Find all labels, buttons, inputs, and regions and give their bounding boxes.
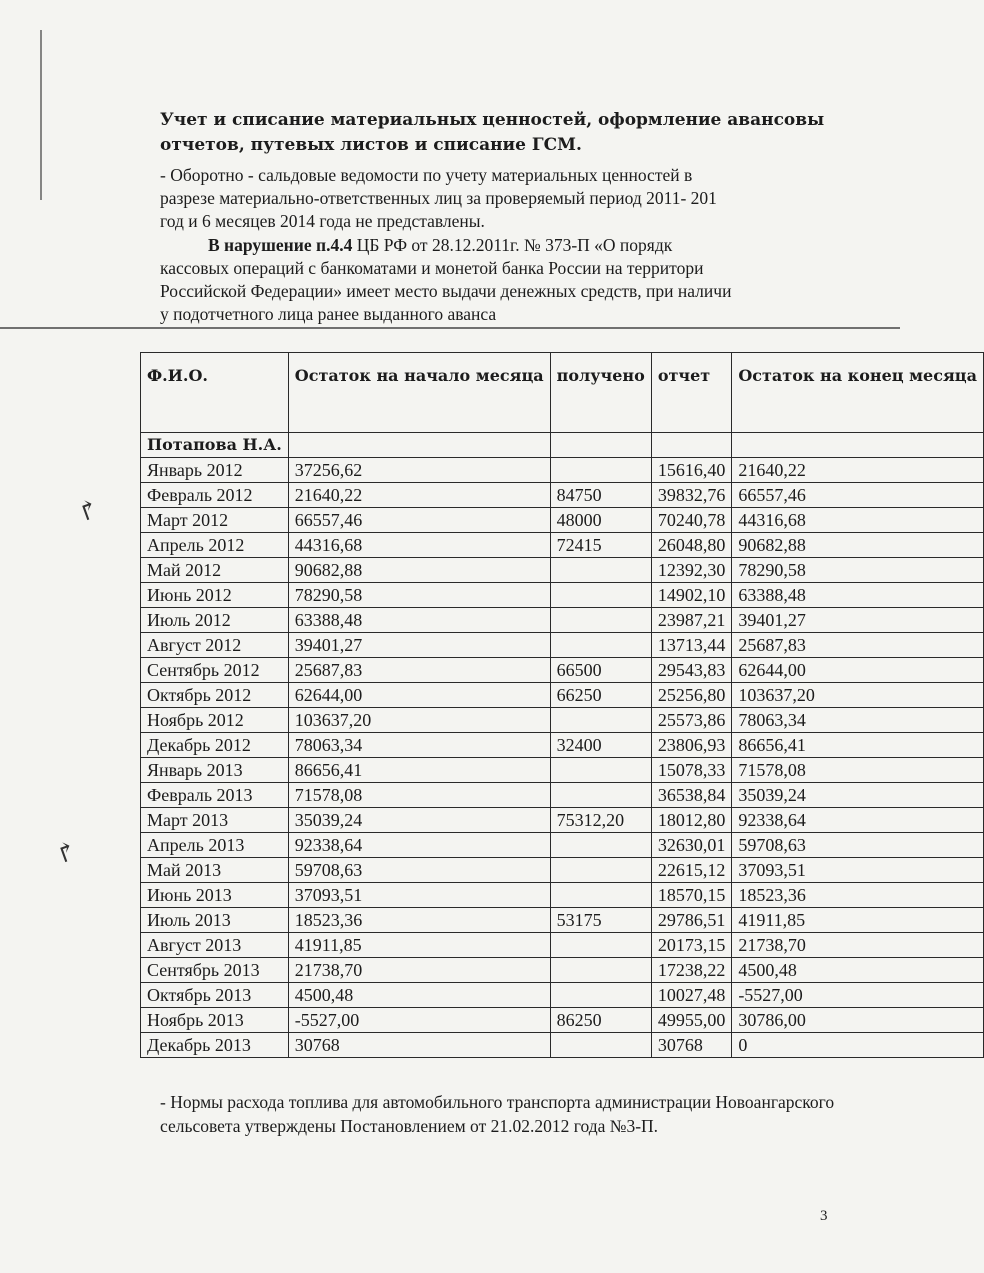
cell-report: 20173,15 [651, 933, 732, 958]
margin-line [40, 30, 42, 200]
cell-received [550, 933, 651, 958]
cell-month: Июль 2012 [141, 608, 289, 633]
cell-month: Октябрь 2012 [141, 683, 289, 708]
table-header-row [141, 353, 984, 433]
cell-start: 35039,24 [288, 808, 550, 833]
cell-end: 86656,41 [732, 733, 984, 758]
table-row [141, 858, 984, 883]
cell-end: 37093,51 [732, 858, 984, 883]
table-row [141, 908, 984, 933]
cell-report: 17238,22 [651, 958, 732, 983]
page-number: 3 [820, 1208, 828, 1224]
cell-report: 12392,30 [651, 558, 732, 583]
cell-end: 21640,22 [732, 458, 984, 483]
cell-start: 44316,68 [288, 533, 550, 558]
table-row [141, 1033, 984, 1058]
table-row [141, 608, 984, 633]
header-end-balance: Остаток на конец месяца [732, 353, 984, 433]
table-row [141, 533, 984, 558]
cell-received [550, 633, 651, 658]
cell-report: 23987,21 [651, 608, 732, 633]
paragraph-2-line-1 [160, 234, 850, 257]
cell-month: Июнь 2013 [141, 883, 289, 908]
empty-cell [550, 433, 651, 458]
cell-start: 86656,41 [288, 758, 550, 783]
empty-cell [732, 433, 984, 458]
paragraph-3: - Нормы расхода топлива для автомобильного транспорта администрации Новоангарского сельсовета утверждены Постановлением от 21.02.2012 года №3-П. [160, 1092, 835, 1136]
cell-start: -5527,00 [288, 1008, 550, 1033]
cell-end: 39401,27 [732, 608, 984, 633]
advance-ledger-table [140, 352, 984, 1058]
cell-start: 78290,58 [288, 583, 550, 608]
cell-end: 78063,34 [732, 708, 984, 733]
cell-end: 30786,00 [732, 1008, 984, 1033]
paragraph-2-line-3: Российской Федерации» имеет место выдачи денежных средств, при наличи [160, 281, 732, 301]
violation-label: В нарушение п.4.4 [208, 235, 353, 255]
cell-report: 29543,83 [651, 658, 732, 683]
cell-start: 25687,83 [288, 658, 550, 683]
cell-month: Март 2013 [141, 808, 289, 833]
cell-report: 18012,80 [651, 808, 732, 833]
pen-mark: ↱ [51, 835, 82, 870]
cell-month: Декабрь 2012 [141, 733, 289, 758]
paragraph-2 [160, 234, 850, 326]
cell-received: 75312,20 [550, 808, 651, 833]
table-row [141, 583, 984, 608]
cell-month: Декабрь 2013 [141, 1033, 289, 1058]
table-row [141, 733, 984, 758]
cell-start: 21738,70 [288, 958, 550, 983]
cell-report: 36538,84 [651, 783, 732, 808]
cell-received [550, 708, 651, 733]
paragraph-1-line-2: разрезе материально-ответственных лиц за проверяемый период 2011- 201 [160, 188, 717, 208]
section-heading [160, 108, 860, 158]
table-row [141, 1008, 984, 1033]
cell-report: 39832,76 [651, 483, 732, 508]
cell-received [550, 758, 651, 783]
cell-report: 70240,78 [651, 508, 732, 533]
cell-month: Ноябрь 2012 [141, 708, 289, 733]
table-row [141, 458, 984, 483]
cell-end: 90682,88 [732, 533, 984, 558]
cell-received: 84750 [550, 483, 651, 508]
cell-received: 72415 [550, 533, 651, 558]
cell-start: 92338,64 [288, 833, 550, 858]
paragraph-1 [160, 164, 850, 233]
cell-end: 25687,83 [732, 633, 984, 658]
table-row [141, 958, 984, 983]
cell-received [550, 958, 651, 983]
cell-end: 59708,63 [732, 833, 984, 858]
cell-start: 21640,22 [288, 483, 550, 508]
cell-report: 15078,33 [651, 758, 732, 783]
table-row [141, 808, 984, 833]
heading-line-1: Учет и списание материальных ценностей, оформление авансовы [160, 110, 825, 130]
cell-report: 23806,93 [651, 733, 732, 758]
cell-end: 62644,00 [732, 658, 984, 683]
table-row [141, 658, 984, 683]
cell-start: 37093,51 [288, 883, 550, 908]
cell-start: 90682,88 [288, 558, 550, 583]
paragraph-1-line-3: год и 6 месяцев 2014 года не представлены. [160, 211, 485, 231]
cell-received: 32400 [550, 733, 651, 758]
cell-report: 30768 [651, 1033, 732, 1058]
cell-received: 53175 [550, 908, 651, 933]
cell-end: 78290,58 [732, 558, 984, 583]
cell-month: Август 2012 [141, 633, 289, 658]
cell-report: 26048,80 [651, 533, 732, 558]
cell-received [550, 883, 651, 908]
cell-month: Май 2013 [141, 858, 289, 883]
cell-start: 103637,20 [288, 708, 550, 733]
cell-month: Сентябрь 2012 [141, 658, 289, 683]
cell-received [550, 583, 651, 608]
cell-report: 49955,00 [651, 1008, 732, 1033]
cell-start: 78063,34 [288, 733, 550, 758]
cell-month: Октябрь 2013 [141, 983, 289, 1008]
cell-start: 37256,62 [288, 458, 550, 483]
cell-month: Январь 2013 [141, 758, 289, 783]
cell-month: Март 2012 [141, 508, 289, 533]
cell-month: Август 2013 [141, 933, 289, 958]
cell-start: 18523,36 [288, 908, 550, 933]
table-row [141, 483, 984, 508]
cell-received: 66500 [550, 658, 651, 683]
header-name: Ф.И.О. [141, 353, 289, 433]
cell-report: 13713,44 [651, 633, 732, 658]
cell-start: 62644,00 [288, 683, 550, 708]
cell-end: 92338,64 [732, 808, 984, 833]
cell-received [550, 558, 651, 583]
cell-received [550, 783, 651, 808]
scan-fold-line [0, 327, 900, 329]
cell-report: 15616,40 [651, 458, 732, 483]
cell-month: Ноябрь 2013 [141, 1008, 289, 1033]
cell-report: 25256,80 [651, 683, 732, 708]
paragraph-2-line-2: кассовых операций с банкоматами и монетой банка России на территори [160, 258, 704, 278]
table-row [141, 883, 984, 908]
cell-end: 18523,36 [732, 883, 984, 908]
cell-end: 35039,24 [732, 783, 984, 808]
cell-received [550, 983, 651, 1008]
cell-month: Февраль 2013 [141, 783, 289, 808]
person-name: Потапова Н.А. [141, 433, 289, 458]
cell-month: Июль 2013 [141, 908, 289, 933]
cell-month: Февраль 2012 [141, 483, 289, 508]
cell-end: 44316,68 [732, 508, 984, 533]
cell-received [550, 1033, 651, 1058]
cell-received: 86250 [550, 1008, 651, 1033]
table-row [141, 508, 984, 533]
cell-report: 29786,51 [651, 908, 732, 933]
table-row [141, 633, 984, 658]
cell-received [550, 608, 651, 633]
table-row [141, 833, 984, 858]
cell-start: 30768 [288, 1033, 550, 1058]
cell-end: 41911,85 [732, 908, 984, 933]
paragraph-2-line-1-rest: ЦБ РФ от 28.12.2011г. № 373-П «О порядк [352, 235, 673, 255]
cell-received: 48000 [550, 508, 651, 533]
cell-report: 18570,15 [651, 883, 732, 908]
paragraph-2-line-4: у подотчетного лица ранее выданного аванса [160, 304, 497, 324]
empty-cell [288, 433, 550, 458]
cell-start: 41911,85 [288, 933, 550, 958]
table-row [141, 558, 984, 583]
table-row [141, 783, 984, 808]
table-row [141, 933, 984, 958]
cell-end: 4500,48 [732, 958, 984, 983]
header-received: получено [550, 353, 651, 433]
cell-month: Май 2012 [141, 558, 289, 583]
empty-cell [651, 433, 732, 458]
cell-end: 63388,48 [732, 583, 984, 608]
cell-received [550, 458, 651, 483]
cell-end: 71578,08 [732, 758, 984, 783]
cell-end: 66557,46 [732, 483, 984, 508]
table-row [141, 758, 984, 783]
cell-report: 10027,48 [651, 983, 732, 1008]
table-row [141, 708, 984, 733]
cell-start: 71578,08 [288, 783, 550, 808]
cell-month: Январь 2012 [141, 458, 289, 483]
cell-report: 32630,01 [651, 833, 732, 858]
cell-start: 59708,63 [288, 858, 550, 883]
cell-end: 103637,20 [732, 683, 984, 708]
cell-month: Апрель 2013 [141, 833, 289, 858]
cell-report: 14902,10 [651, 583, 732, 608]
table-row [141, 983, 984, 1008]
cell-start: 66557,46 [288, 508, 550, 533]
cell-received [550, 833, 651, 858]
cell-month: Июнь 2012 [141, 583, 289, 608]
header-start-balance: Остаток на начало месяца [288, 353, 550, 433]
cell-received [550, 858, 651, 883]
cell-report: 25573,86 [651, 708, 732, 733]
cell-month: Сентябрь 2013 [141, 958, 289, 983]
cell-end: 21738,70 [732, 933, 984, 958]
cell-start: 39401,27 [288, 633, 550, 658]
pen-mark: ↱ [73, 493, 104, 528]
cell-start: 63388,48 [288, 608, 550, 633]
cell-report: 22615,12 [651, 858, 732, 883]
cell-end: 0 [732, 1033, 984, 1058]
heading-line-2: отчетов, путевых листов и списание ГСМ. [160, 135, 582, 155]
cell-start: 4500,48 [288, 983, 550, 1008]
cell-month: Апрель 2012 [141, 533, 289, 558]
table-row [141, 683, 984, 708]
person-row [141, 433, 984, 458]
cell-end: -5527,00 [732, 983, 984, 1008]
paragraph-1-line-1: - Оборотно - сальдовые ведомости по учету материальных ценностей в [160, 165, 693, 185]
cell-received: 66250 [550, 683, 651, 708]
header-report: отчет [651, 353, 732, 433]
